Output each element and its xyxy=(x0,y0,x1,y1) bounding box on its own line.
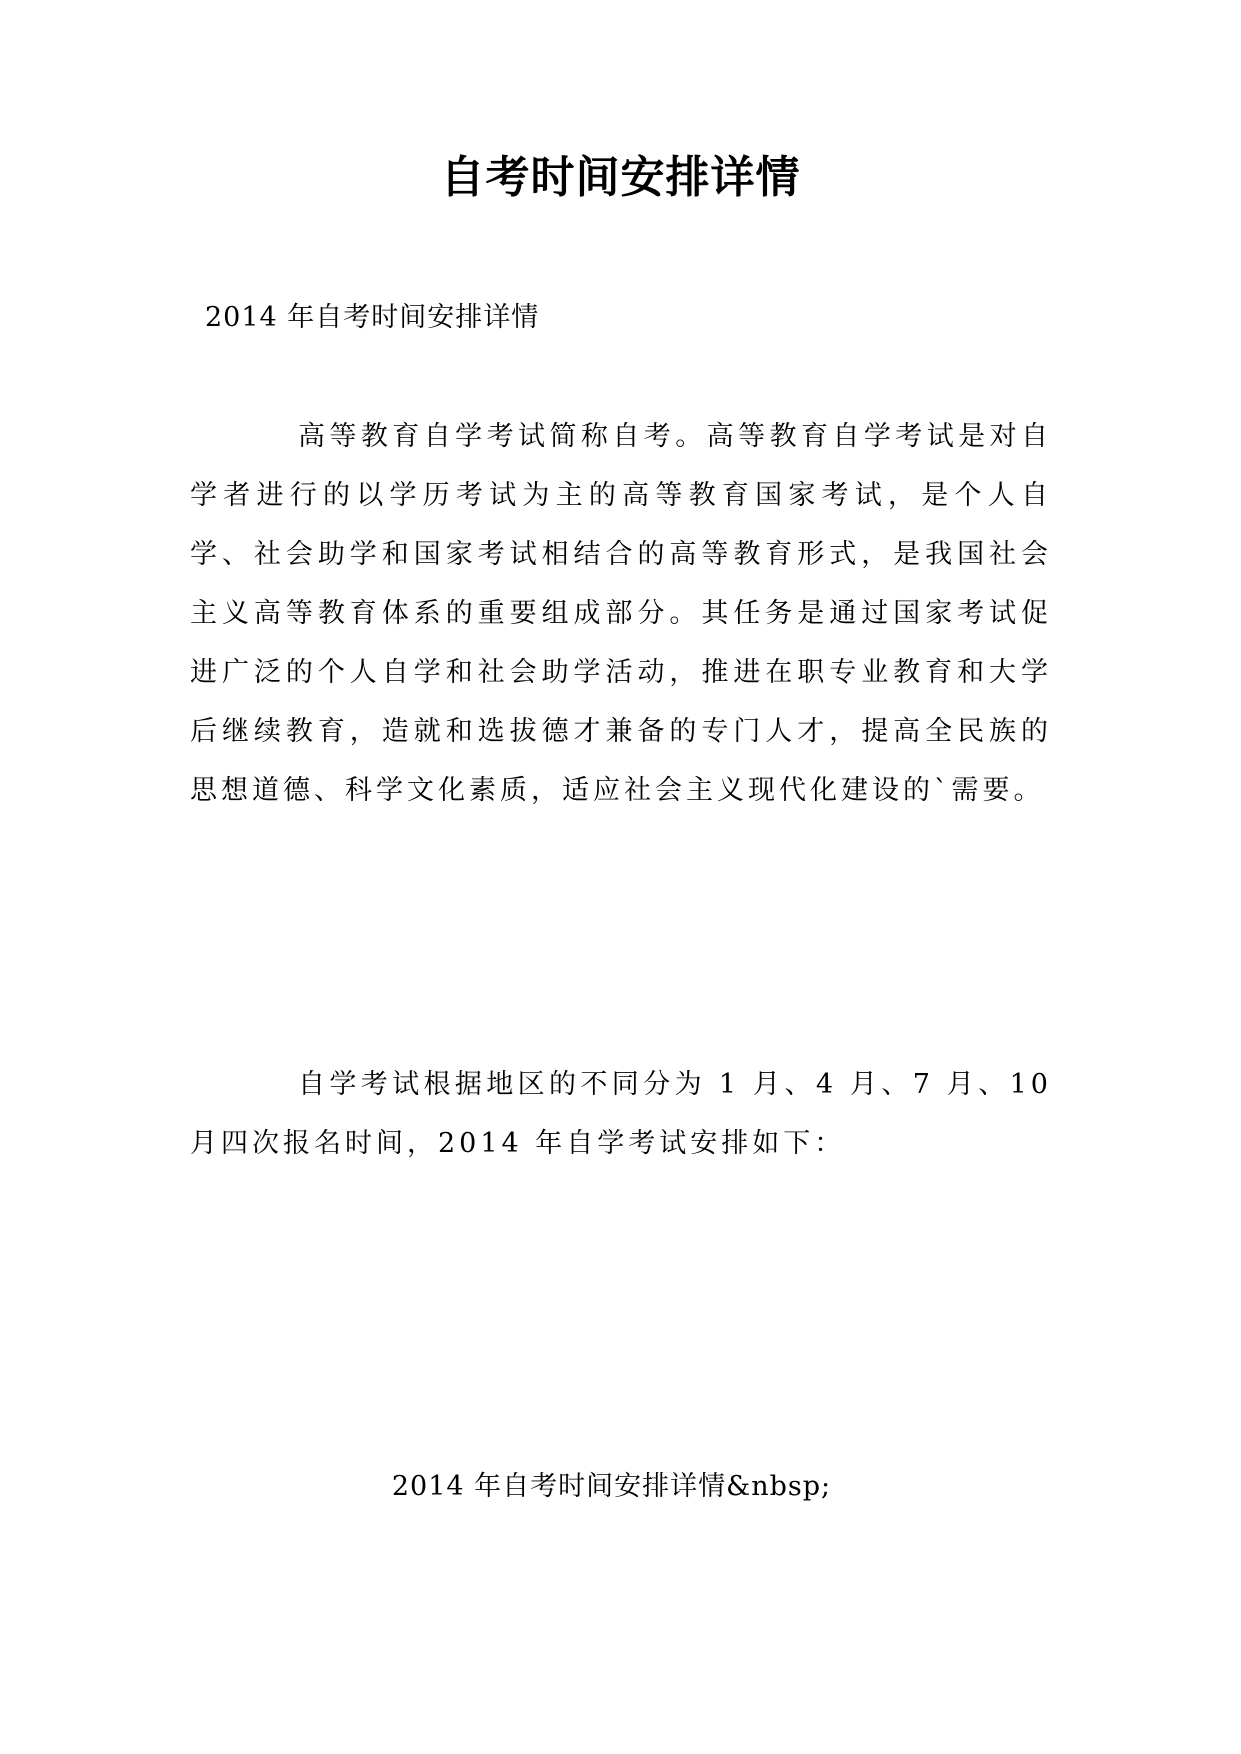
body-paragraph-intro: 高等教育自学考试简称自考。高等教育自学考试是对自学者进行的以学历考试为主的高等教育国家考试，是个人自学、社会助学和国家考试相结合的高等教育形式，是我国社会主义高等教育体系的重要组成部分。其任务是通过国家考试促进广泛的个人自学和社会助学活动，推进在职专业教育和大学后继续教育，造就和选拔德才兼备的专门人才，提高全民族的思想道德、科学文化素质，适应社会主义现代化建设的`需要。 xyxy=(190,421,1052,806)
document-title: 自考时间安排详情 xyxy=(440,152,801,203)
body-paragraph-schedule: 自学考试根据地区的不同分为 1 月、4 月、7 月、10 月四次报名时间，2014 年自学考试安排如下： xyxy=(190,1069,1052,1159)
document-subtitle: 2014 年自考时间安排详情 xyxy=(205,302,540,333)
section-heading-schedule: 2014 年自考时间安排详情&nbsp; xyxy=(391,1471,832,1502)
